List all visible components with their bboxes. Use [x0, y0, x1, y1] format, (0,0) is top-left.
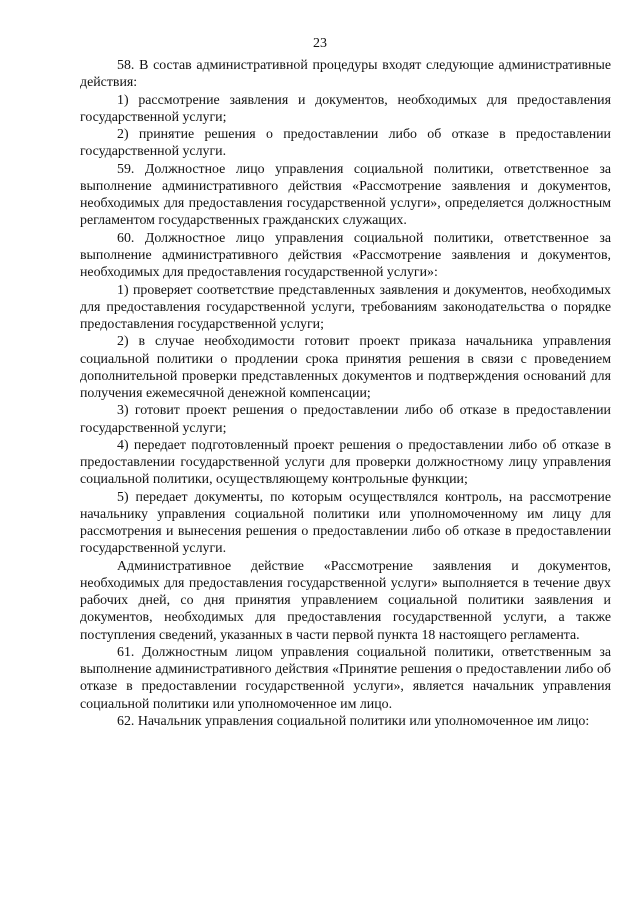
paragraph-60-item-2: 2) в случае необходимости готовит проект приказа начальника управления социальной политики о продлении срока принятия решения в связи с проведением дополнительной проверки представленных документов и подтверждения оснований для получения ежемесячной денежной компенсации;	[80, 334, 611, 401]
paragraph-60-item-3: 3) готовит проект решения о предоставлении либо об отказе в предоставлении государственной услуги;	[80, 403, 611, 436]
paragraph-60: 60. Должностное лицо управления социальной политики, ответственное за выполнение административного действия «Рассмотрение заявления и документов, необходимых для предоставления государственной услуги»:	[80, 230, 611, 281]
paragraph-61: 61. Должностным лицом управления социальной политики, ответственным за выполнение административного действия «Принятие решения о предоставлении либо об отказе в предоставлении государственной услуги», является начальник управления социальной политики или уполномоченное им лицо.	[80, 644, 611, 712]
paragraph-58-item-1: 1) рассмотрение заявления и документов, необходимых для предоставления государственной услуги;	[80, 92, 611, 125]
paragraph-58: 58. В состав административной процедуры входят следующие административные действия:	[80, 58, 611, 91]
page-number: 23	[313, 36, 327, 51]
paragraph-timing: Административное действие «Рассмотрение заявления и документов, необходимых для предоставления государственной услуги» выполняется в течение двух рабочих дней, со дня принятия управлением социальной политики заявления и документов, необходимых для предоставления государственной услуги, а также поступления сведений, указанных в части первой пункта 18 настоящего регламента.	[80, 558, 611, 643]
document-body	[80, 57, 611, 730]
paragraph-60-item-1: 1) проверяет соответствие представленных заявления и документов, необходимых для предоставления государственной услуги, требованиям законодательства о порядке предоставления государственной услуги;	[80, 282, 611, 332]
paragraph-58-item-2: 2) принятие решения о предоставлении либо об отказе в предоставлении государственной услуги.	[80, 127, 611, 160]
paragraph-62: 62. Начальник управления социальной политики или уполномоченное им лицо:	[117, 713, 590, 729]
paragraph-60-item-5: 5) передает документы, по которым осуществлялся контроль, на рассмотрение начальнику управления социальной политики или уполномоченному им лицу для рассмотрения и вынесения решения о предоставлении либо об отказе в предоставлении государственной услуги.	[80, 489, 611, 557]
paragraph-59: 59. Должностное лицо управления социальной политики, ответственное за выполнение административного действия «Рассмотрение заявления и документов, необходимых для предоставления государственной услуги», определяется должностным регламентом государственных гражданских служащих.	[80, 161, 611, 229]
paragraph-60-item-4: 4) передает подготовленный проект решения о предоставлении либо об отказе в предоставлении государственной услуги для проверки должностному лицу управления социальной политики, осуществляющему контрольные функции;	[80, 437, 611, 488]
